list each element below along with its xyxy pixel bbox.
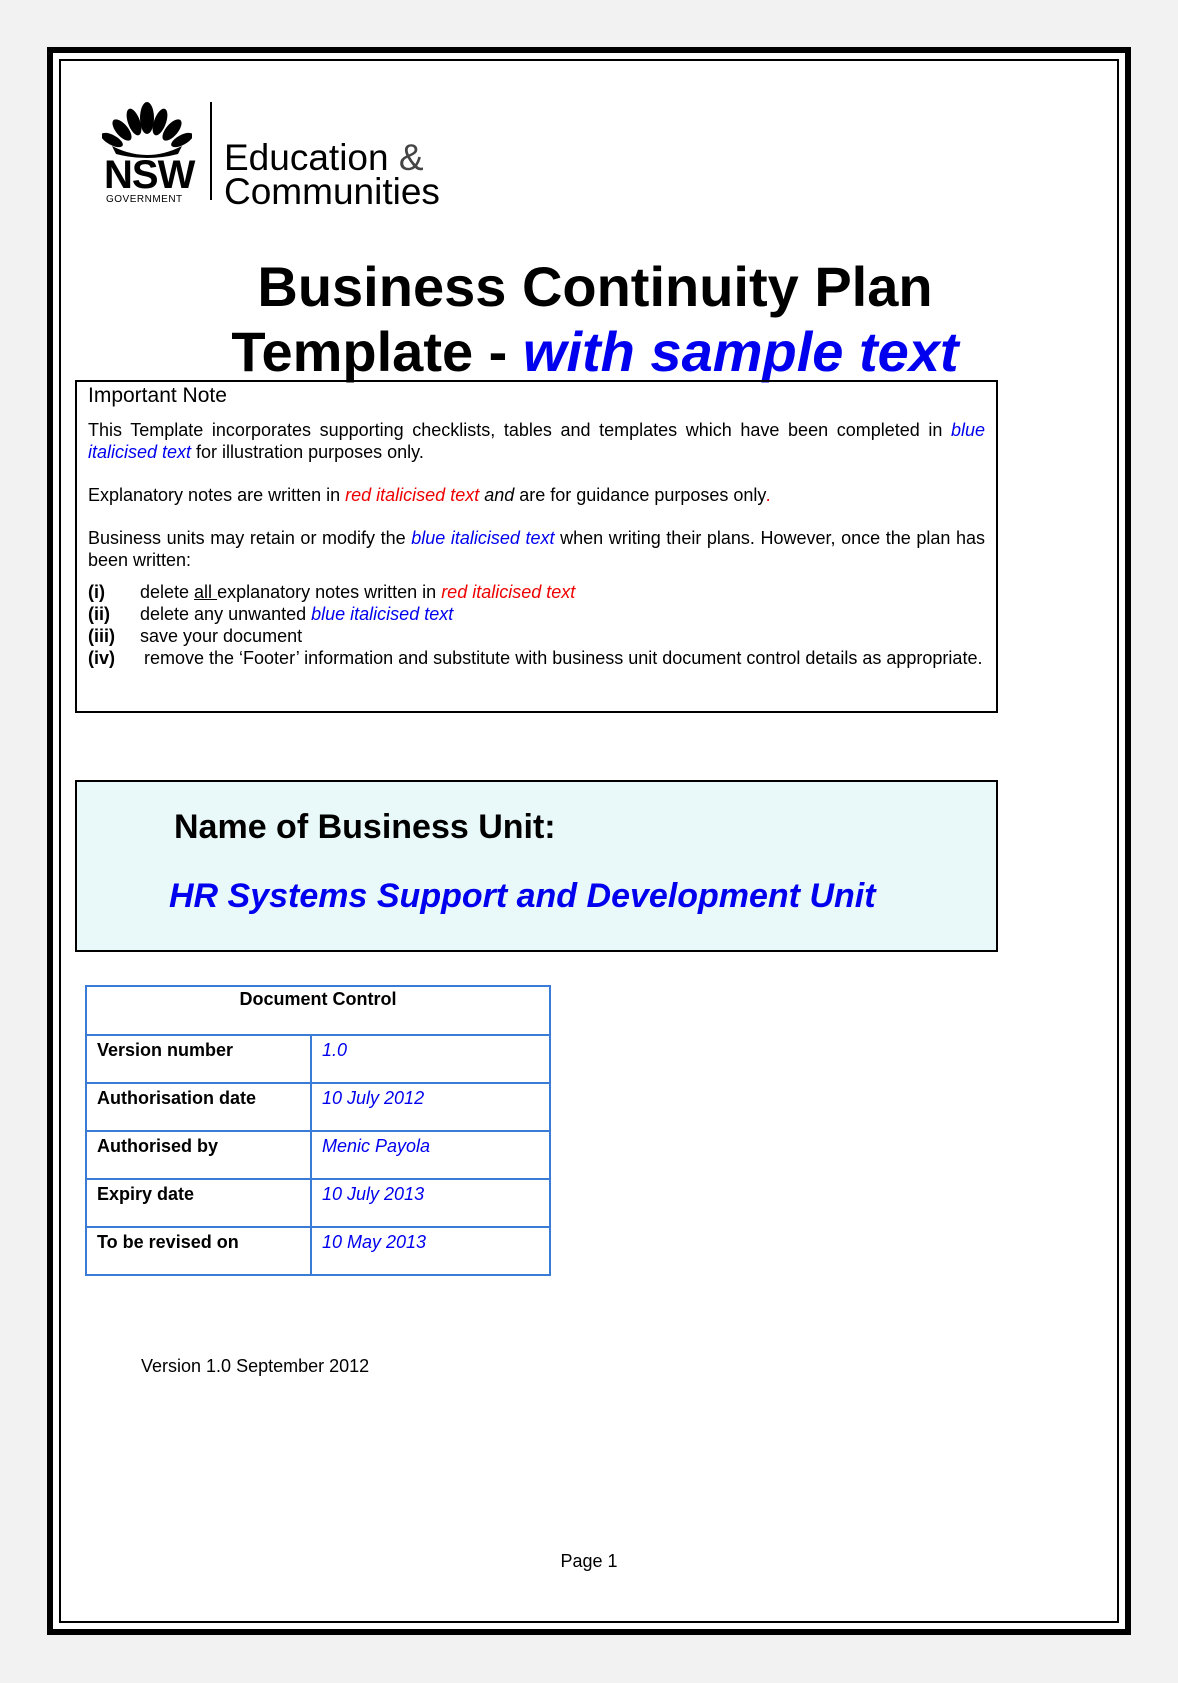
note-text: when writing their plans. However, once the plan has been written: <box>88 528 986 570</box>
list-item-text-part: explanatory notes written in <box>217 582 442 602</box>
nsw-wordmark: NSW <box>104 153 195 197</box>
table-cell-value: Menic Payola <box>311 1131 550 1179</box>
table-cell-key: To be revised on <box>86 1227 311 1275</box>
note-paragraph-2 <box>88 484 985 506</box>
nsw-logo <box>102 100 462 212</box>
table-cell-value: 10 May 2013 <box>311 1227 550 1275</box>
list-item <box>88 581 985 603</box>
page-number: Page 1 <box>560 1551 618 1571</box>
table-row <box>86 1179 550 1227</box>
waratah-icon <box>102 100 192 158</box>
blue-italic-text: blue italicised text <box>88 420 985 462</box>
table-row <box>86 1227 550 1275</box>
note-text: Business units may retain or modify the <box>88 528 412 548</box>
title-prefix: Template - <box>231 320 523 383</box>
table-cell-key: Expiry date <box>86 1179 311 1227</box>
table-row <box>86 1035 550 1083</box>
department-name-line2: Communities <box>224 171 440 212</box>
list-item-text-part: delete any unwanted <box>140 604 312 624</box>
list-item-text <box>140 581 985 603</box>
red-italic-text: red italicised text <box>441 582 576 602</box>
table-row <box>86 1083 550 1131</box>
list-item-text: save your document <box>140 626 303 646</box>
table-cell-key: Authorised by <box>86 1131 311 1179</box>
table-cell-key: Authorisation date <box>86 1083 311 1131</box>
table-cell-value: 10 July 2012 <box>311 1083 550 1131</box>
note-text: Explanatory notes are written in <box>88 485 346 505</box>
list-item-number: (ii) <box>88 604 110 624</box>
logo-divider <box>210 102 212 200</box>
note-paragraph-3 <box>88 527 985 571</box>
list-item <box>88 625 985 647</box>
title-emphasis: with sample text <box>522 320 959 383</box>
document-title-line2 <box>95 320 1095 384</box>
note-text-and: and <box>479 485 515 505</box>
table-row <box>86 1131 550 1179</box>
table-header-row <box>86 986 550 1035</box>
note-text: for illustration purposes only. <box>191 442 424 462</box>
department-education: Education <box>224 137 389 178</box>
important-note-box <box>75 380 998 713</box>
list-item-number: (iv) <box>88 648 115 668</box>
blue-italic-text: blue italicised text <box>311 604 454 624</box>
version-line: Version 1.0 September 2012 <box>141 1356 370 1376</box>
business-unit-label: Name of Business Unit: <box>174 808 556 846</box>
list-item-number: (i) <box>88 582 105 602</box>
note-instructions-list <box>88 581 985 669</box>
blue-italic-text: blue italicised text <box>411 528 555 548</box>
department-ampersand: & <box>398 137 424 178</box>
list-item-text-part: delete <box>140 582 195 602</box>
list-item-number: (iii) <box>88 626 115 646</box>
table-cell-key: Version number <box>86 1035 311 1083</box>
list-item <box>88 647 985 669</box>
note-text: are for guidance purposes only <box>514 485 767 505</box>
note-paragraph-1 <box>88 419 985 463</box>
document-control-heading: Document Control <box>86 986 550 1035</box>
list-item-text <box>140 603 985 625</box>
important-note-heading: Important Note <box>88 384 227 407</box>
business-unit-value: HR Systems Support and Development Unit <box>169 877 876 915</box>
list-item <box>88 603 985 625</box>
table-cell-value: 10 July 2013 <box>311 1179 550 1227</box>
business-unit-box <box>75 780 998 952</box>
document-control-table <box>85 985 551 1276</box>
red-italic-text: red italicised text <box>345 485 480 505</box>
list-item-text: remove the ‘Footer’ information and substitute with business unit document control details as appropriate. <box>144 648 983 668</box>
note-text: This Template incorporates supporting checklists, tables and templates which have been completed in <box>88 420 951 440</box>
underlined-text: all <box>194 582 218 602</box>
note-red-period: . <box>766 485 772 505</box>
document-title-line1: Business Continuity Plan <box>257 255 933 318</box>
government-wordmark: GOVERNMENT <box>106 194 183 205</box>
table-cell-value: 1.0 <box>311 1035 550 1083</box>
